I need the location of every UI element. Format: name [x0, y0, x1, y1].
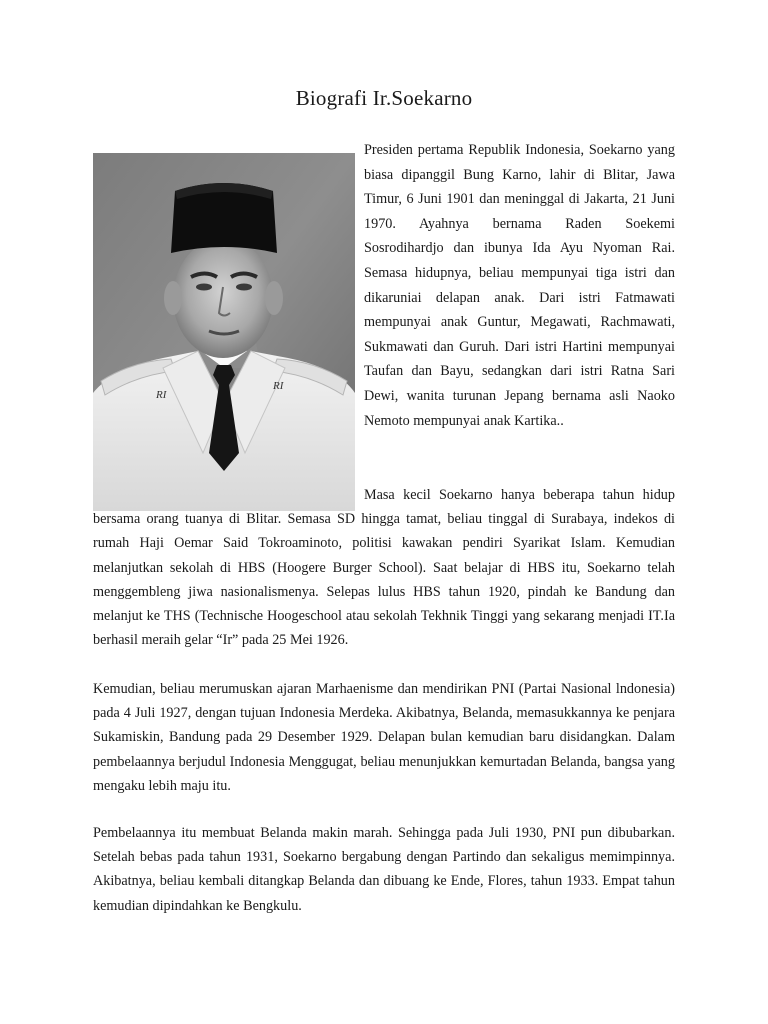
- intro-paragraph: Presiden pertama Republik Indonesia, Soekarno yang biasa dipanggil Bung Karno, lahir di Blitar, Jawa Timur, 6 Juni 1901 dan meninggal di Jakarta, 21 Juni 1970. Ayahnya bernama Raden Soekemi Sosrodihardjo dan ibunya Ida Ayu Nyoman Rai. Semasa hidupnya, beliau mempunyai tiga istri dan dikaruniai delapan anak. Dari istri Fatmawati mempunyai anak Guntur, Megawati, Rachmawati, Sukmawati dan Guruh. Dari istri Hartini mempunyai Taufan dan Bayu, sedangkan dari istri Ratna Sari Dewi, wanita turunan Jepang bernama asli Naoko Nemoto mempunyai anak Kartika..: [364, 142, 675, 429]
- lapel-text-right: RI: [273, 380, 284, 392]
- pni-paragraph: Kemudian, beliau merumuskan ajaran Marhaenisme dan mendirikan PNI (Partai Nasional lndonesia) pada 4 Juli 1927, dengan tujuan Indonesia Merdeka. Akibatnya, Belanda, memasukkannya ke penjara Sukamiskin, Bandung pada 29 Desember 1929. Delapan bulan kemudian baru disidangkan. Dalam pembelaannya berjudul Indonesia Menggugat, beliau menunjukkan kemurtadan Belanda, bangsa yang mengaku lebih maju itu.: [93, 681, 675, 794]
- exile-paragraph: Pembelaannya itu membuat Belanda makin marah. Sehingga pada Juli 1930, PNI pun dibubarkan. Setelah bebas pada tahun 1931, Soekarno bergabung dengan Partindo dan sekaligus memimpinnya. Akibatnya, beliau kembali ditangkap Belanda dan dibuang ke Ende, Flores, tahun 1933. Empat tahun kemudian dipindahkan ke Bengkulu.: [93, 825, 675, 914]
- page-title: Biografi Ir.Soekarno: [295, 86, 473, 110]
- childhood-paragraph: Masa kecil Soekarno hanya beberapa tahun hidup bersama orang tuanya di Blitar. Semasa SD hingga tamat, beliau tinggal di Surabaya, indekos di rumah Haji Oemar Said Tokroaminoto, politisi kawakan pendiri Syarikat Islam. Kemudian melanjutkan sekolah di HBS (Hoogere Burger School). Saat belajar di HBS itu, Soekarno telah menggembleng jiwa nasionalismenya. Selepas lulus HBS tahun 1920, pindah ke Bandung dan melanjut ke THS (Technische Hoogeschool atau sekolah Tekhnik Tinggi yang sekarang menjadi IT.Ia berhasil meraih gelar “Ir” pada 25 Mei 1926.: [93, 487, 675, 649]
- portrait-photo: [93, 153, 355, 511]
- lapel-text-left: RI: [156, 389, 167, 401]
